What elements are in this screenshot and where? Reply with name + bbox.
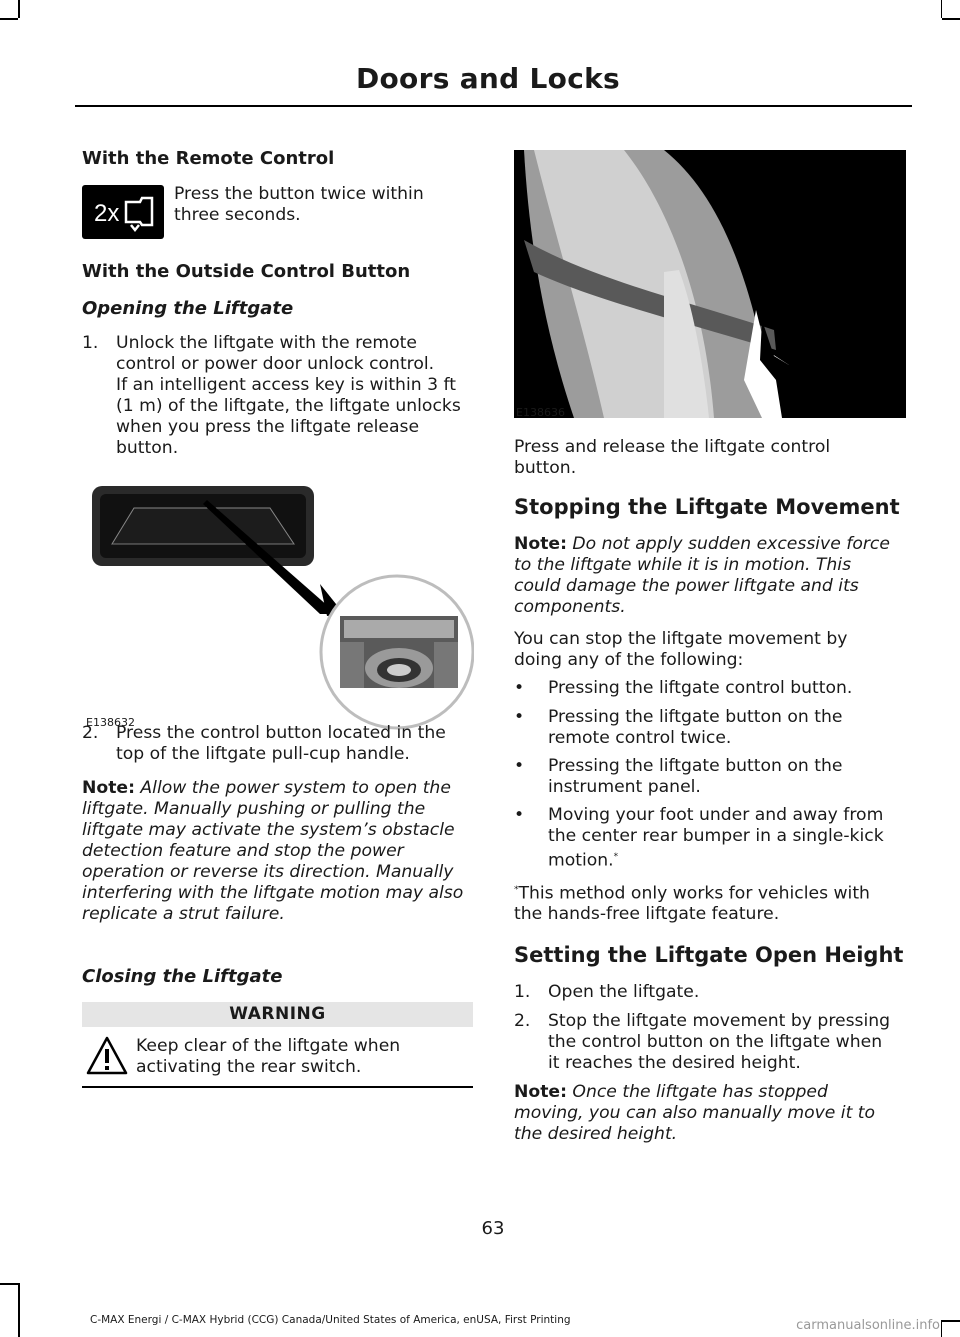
note-label: Note: <box>514 1082 567 1102</box>
step1-line: when you press the liftgate release <box>116 417 420 437</box>
bullet-dot: • <box>514 678 525 698</box>
svg-text:2x: 2x <box>94 200 120 227</box>
set2-line: Stop the liftgate movement by pressing <box>548 1011 891 1031</box>
step1-line: If an intelligent access key is within 3 ft <box>116 375 456 395</box>
note-line: components. <box>514 597 626 617</box>
crop-mark <box>942 1320 960 1322</box>
figure-liftgate-button <box>514 150 906 418</box>
footnote-marker: * <box>514 885 519 895</box>
set2-line: it reaches the desired height. <box>548 1053 801 1073</box>
note-label: Note: <box>82 778 135 798</box>
heading-outside-button: With the Outside Control Button <box>82 261 411 282</box>
bullet-line: instrument panel. <box>548 777 701 797</box>
heading-setting: Setting the Liftgate Open Height <box>514 943 904 967</box>
step-number: 1. <box>82 333 99 353</box>
heading-stopping: Stopping the Liftgate Movement <box>514 495 900 519</box>
crop-mark <box>941 1320 943 1337</box>
page-number: 63 <box>481 1218 505 1239</box>
step2-line: Press the control button located in the <box>116 723 446 743</box>
set1-line: Open the liftgate. <box>548 982 700 1002</box>
note-line: interfering with the liftgate motion may also <box>82 883 464 903</box>
footnote-text: This method only works for vehicles with <box>518 883 870 904</box>
warning-line: activating the rear switch. <box>136 1057 362 1077</box>
step1-line: Unlock the liftgate with the remote <box>116 333 417 353</box>
bullet-dot: • <box>514 707 525 727</box>
remote-text-line: Press the button twice within <box>174 184 424 204</box>
note-line: the desired height. <box>514 1124 678 1144</box>
note-line: moving, you can also manually move it to <box>514 1103 876 1123</box>
note-line: to the liftgate while it is in motion. This <box>514 555 852 575</box>
note-line: replicate a strut failure. <box>82 904 285 924</box>
note-label: Note: <box>514 534 567 554</box>
intro-line: You can stop the liftgate movement by <box>514 629 848 649</box>
step-number: 2. <box>514 1011 531 1031</box>
bullet-line <box>548 847 906 872</box>
warning-line: Keep clear of the liftgate when <box>136 1036 401 1056</box>
bullet-dot: • <box>514 805 525 825</box>
bullet-text: motion. <box>548 850 614 871</box>
figure-liftgate-handle <box>82 476 474 736</box>
heading-opening-liftgate: Opening the Liftgate <box>82 298 294 319</box>
crop-mark <box>942 18 960 20</box>
remote-text-line: three seconds. <box>174 205 301 225</box>
step-number: 1. <box>514 982 531 1002</box>
note-line <box>514 534 890 555</box>
header-rule <box>75 105 912 107</box>
note-line <box>82 778 451 799</box>
crop-mark <box>18 0 20 18</box>
edition-footer: C-MAX Energi / C-MAX Hybrid (CCG) Canada/United States of America, enUSA, First Printing <box>90 1314 571 1326</box>
note-line: operation or reverse its direction. Manually <box>82 862 454 882</box>
remote-2x-icon <box>82 185 164 239</box>
bullet-line: Pressing the liftgate control button. <box>548 678 853 698</box>
step1-line: button. <box>116 438 179 458</box>
step2-line: top of the liftgate pull-cup handle. <box>116 744 410 764</box>
intro-line: doing any of the following: <box>514 650 744 670</box>
note-line: could damage the power liftgate and its <box>514 576 859 596</box>
crop-mark <box>18 1283 20 1337</box>
step1-line: control or power door unlock control. <box>116 354 435 374</box>
warning-icon <box>86 1036 128 1076</box>
figure-id: E138632 <box>86 716 135 729</box>
bullet-line: remote control twice. <box>548 728 732 748</box>
warning-title: WARNING <box>82 1002 473 1027</box>
watermark: carmanualsonline.info <box>796 1318 940 1333</box>
warning-rule <box>82 1086 473 1088</box>
note-line: liftgate. Manually pushing or pulling the <box>82 799 426 819</box>
note-line: detection feature and stop the power <box>82 841 404 861</box>
note-text: Allow the power system to open the <box>134 778 451 798</box>
crop-mark <box>941 0 943 18</box>
press-line: Press and release the liftgate control <box>514 437 831 457</box>
bullet-line: the center rear bumper in a single-kick <box>548 826 884 846</box>
note-text: Once the liftgate has stopped <box>566 1082 828 1102</box>
figure-id: E138636 <box>516 406 565 419</box>
step1-line: (1 m) of the liftgate, the liftgate unlocks <box>116 396 461 416</box>
step-number: 2. <box>82 723 99 743</box>
footnote-marker: * <box>613 852 619 862</box>
page-title: Doors and Locks <box>355 62 620 95</box>
crop-mark <box>0 18 18 20</box>
bullet-line: Moving your foot under and away from <box>548 805 884 825</box>
note-line <box>514 1082 828 1103</box>
bullet-dot: • <box>514 756 525 776</box>
bullet-line: Pressing the liftgate button on the <box>548 756 843 776</box>
heading-remote-control: With the Remote Control <box>82 148 335 169</box>
footnote-line: the hands-free liftgate feature. <box>514 904 780 924</box>
bullet-line: Pressing the liftgate button on the <box>548 707 843 727</box>
note-text: Do not apply sudden excessive force <box>566 534 890 554</box>
footnote-line <box>514 880 870 905</box>
crop-mark <box>0 1283 18 1285</box>
note-line: liftgate may activate the system’s obstacle <box>82 820 455 840</box>
set2-line: the control button on the liftgate when <box>548 1032 883 1052</box>
press-line: button. <box>514 458 577 478</box>
heading-closing-liftgate: Closing the Liftgate <box>82 966 283 987</box>
